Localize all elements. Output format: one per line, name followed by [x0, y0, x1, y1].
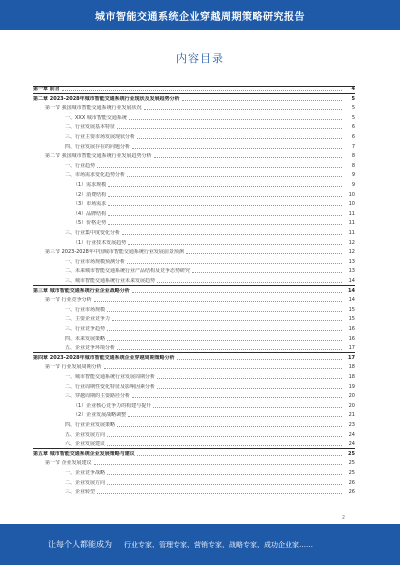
- toc-entry-page: 17: [348, 345, 355, 352]
- toc-leader-dots: [153, 407, 342, 408]
- toc-entry-page: 25: [348, 460, 355, 467]
- toc-leader-dots: [107, 445, 342, 446]
- toc-entry[interactable]: [33, 353, 355, 361]
- toc-entry[interactable]: [33, 257, 355, 265]
- toc-entry-page: 17: [348, 354, 355, 361]
- toc-leader-dots: [157, 282, 342, 283]
- toc-entry-title: （1）行业技术发展趋势: [73, 239, 127, 246]
- toc-entry[interactable]: [33, 286, 355, 294]
- toc-leader-dots: [154, 157, 342, 158]
- footer-bar: [0, 524, 400, 565]
- toc-entry-title: 三、行业竞争趋势: [65, 326, 106, 332]
- toc-entry[interactable]: [33, 305, 355, 313]
- toc-entry-title: （2）消费结构: [73, 191, 107, 198]
- toc-entry-page: 19: [348, 383, 355, 390]
- toc-entry-page: 5: [351, 114, 355, 121]
- toc-leader-dots: [137, 455, 342, 456]
- toc-leader-dots: [117, 349, 342, 350]
- toc-entry[interactable]: [33, 161, 355, 169]
- toc-entry[interactable]: [33, 487, 355, 495]
- toc-entry-title: 第五章 城市智能交通系统企业发展策略与建议: [33, 450, 135, 457]
- toc-entry-page: 9: [351, 182, 355, 188]
- toc-entry-title: 二、未来城市智能交通系统行业产品结构及竞争态势研究: [65, 268, 191, 275]
- toc-entry-title: （2）企业发展战略调整: [73, 412, 127, 419]
- toc-entry-page: 18: [348, 364, 355, 371]
- toc-entry-title: 一、城市智能交通系统行业发展周期分析: [65, 374, 156, 380]
- toc-leader-dots: [62, 90, 342, 91]
- toc-entry-title: （5）价格走势: [73, 220, 107, 227]
- toc-entry-page: 26: [348, 479, 355, 486]
- toc-leader-dots: [108, 205, 342, 206]
- toc-entry-page: 6: [351, 134, 355, 140]
- toc-entry-page: 18: [348, 374, 355, 380]
- toc-entry-title: （1）企业核心竞争力的构建与提升: [73, 402, 152, 409]
- toc-entry-page: 13: [348, 268, 355, 275]
- toc-entry-title: 二、行业周期性变化特征及影响因素分析: [65, 383, 156, 390]
- toc-entry-page: 14: [348, 278, 355, 284]
- toc-entry-title: 第一节 行业发展周期分析: [45, 364, 102, 371]
- toc-entry-title: 三、城市智能交通系统行业未来发展趋势: [65, 278, 156, 284]
- toc-leader-dots: [127, 263, 342, 264]
- toc-entry-title: 一、行业趋势: [65, 162, 96, 169]
- toc-entry-page: 20: [348, 393, 355, 400]
- toc-entry-title: （1）需求规模: [73, 182, 107, 188]
- toc-leader-dots: [94, 464, 342, 465]
- toc-entry-page: 5: [351, 95, 355, 102]
- toc-leader-dots: [128, 416, 342, 417]
- toc-leader-dots: [107, 474, 342, 475]
- toc-entry-title: （4）品牌结构: [73, 210, 107, 217]
- toc-entry[interactable]: [33, 295, 355, 303]
- toc-entry[interactable]: [33, 401, 355, 409]
- toc-leader-dots: [132, 397, 342, 398]
- toc-entry-title: 六、企业发展建议: [65, 441, 106, 448]
- toc-entry-page: 12: [348, 239, 355, 246]
- toc-entry[interactable]: [33, 180, 355, 188]
- toc-entry-page: 16: [348, 326, 355, 332]
- toc-leader-dots: [107, 436, 342, 437]
- toc-entry[interactable]: [33, 170, 355, 178]
- toc-entry[interactable]: [33, 190, 355, 198]
- toc-entry[interactable]: [33, 132, 355, 140]
- report-title: 城市智能交通系统企业穿越周期策略研究报告: [95, 11, 305, 23]
- toc-leader-dots: [107, 311, 342, 312]
- toc-entry-title: 第一章 前言: [33, 86, 60, 92]
- toc-entry-title: 第四章 2023-2028年城市智能交通系统企业穿越周期策略分析: [33, 354, 175, 361]
- toc-leader-dots: [144, 109, 342, 110]
- toc-entry[interactable]: [33, 449, 355, 457]
- toc-entry[interactable]: [33, 84, 355, 92]
- toc-entry[interactable]: [33, 209, 355, 217]
- toc-entry-title: 第三节 2023-2028年中国城市智能交通系统行业发展前景预测: [45, 249, 184, 256]
- toc-entry-title: 五、企业发展方向: [65, 431, 106, 438]
- toc-leader-dots: [112, 320, 342, 321]
- toc-leader-dots: [97, 493, 342, 494]
- toc-entry-page: 13: [348, 258, 355, 265]
- toc-entry[interactable]: [33, 458, 355, 466]
- toc-entry[interactable]: [33, 372, 355, 380]
- toc-leader-dots: [107, 484, 342, 485]
- toc-entry[interactable]: [33, 266, 355, 274]
- toc-entry-page: 10: [348, 191, 355, 198]
- toc-entry-page: 10: [348, 201, 355, 208]
- toc-entry-page: 14: [348, 287, 355, 294]
- toc-leader-dots: [129, 119, 342, 120]
- toc-entry-page: 14: [348, 297, 355, 304]
- toc-entry-title: 第三章 城市智能交通系统行业企业战略分析: [33, 287, 130, 294]
- toc-entry-title: 一、行业市场规模: [65, 306, 106, 313]
- toc-entry-page: 9: [351, 172, 355, 179]
- toc-entry-title: 四、未来发展策略: [65, 335, 106, 342]
- toc-entry[interactable]: [33, 228, 355, 236]
- toc-entry-page: 11: [348, 220, 355, 227]
- toc-entry[interactable]: [33, 430, 355, 438]
- toc-leader-dots: [94, 301, 342, 302]
- toc-entry-title: 二、主要企业竞争力: [65, 316, 111, 323]
- toc-entry[interactable]: [33, 276, 355, 284]
- toc-entry-title: 一、企业竞争战略: [65, 470, 106, 476]
- toc-leader-dots: [108, 215, 342, 216]
- toc-entry-page: 16: [348, 335, 355, 342]
- chapter-divider: [33, 352, 355, 353]
- toc-entry-page: 15: [348, 306, 355, 313]
- toc-entry-page: 7: [351, 143, 355, 150]
- toc-leader-dots: [107, 340, 342, 341]
- toc-entry[interactable]: [33, 478, 355, 486]
- toc-leader-dots: [137, 138, 342, 139]
- toc-entry-page: 15: [348, 316, 355, 323]
- toc-entry-page: 5: [351, 105, 355, 112]
- toc-entry[interactable]: [33, 218, 355, 226]
- toc-entry-page: 24: [348, 441, 355, 448]
- toc-entry-title: 二、企业发展方向: [65, 479, 106, 486]
- toc-entry[interactable]: [33, 103, 355, 111]
- toc-leader-dots: [108, 224, 342, 225]
- toc-entry-page: 11: [348, 210, 355, 217]
- toc-entry[interactable]: [33, 439, 355, 447]
- toc-entry-title: 第一节 企业发展建议: [45, 460, 92, 467]
- toc-entry-page: 23: [348, 422, 355, 428]
- toc-leader-dots: [157, 388, 342, 389]
- toc-entry-title: 二、行业发展基本特征: [65, 124, 116, 131]
- toc-entry[interactable]: [33, 334, 355, 342]
- toc-entry[interactable]: [33, 238, 355, 246]
- toc-entry-page: 6: [351, 124, 355, 131]
- toc-entry-page: 24: [348, 431, 355, 438]
- toc-entry-page: 26: [348, 489, 355, 496]
- toc-entry-title: 五、企业竞争环境分析: [65, 345, 116, 352]
- toc-entry[interactable]: [33, 343, 355, 351]
- toc-entry-title: 四、行业企业发展策略: [65, 422, 116, 428]
- toc-entry-page: 25: [348, 450, 355, 457]
- chapter-divider: [33, 93, 355, 94]
- toc-leader-dots: [122, 234, 342, 235]
- toc-leader-dots: [132, 148, 342, 149]
- toc-entry[interactable]: [33, 199, 355, 207]
- toc-leader-dots: [104, 368, 342, 369]
- page-number: 2: [341, 515, 345, 521]
- toc-entry-title: 第一节 行业竞争分析: [45, 297, 92, 304]
- toc-entry[interactable]: [33, 94, 355, 102]
- toc-leader-dots: [157, 378, 342, 379]
- toc-leader-dots: [182, 100, 342, 101]
- toc-entry[interactable]: [33, 468, 355, 476]
- toc-entry[interactable]: [33, 122, 355, 130]
- toc-entry-page: 4: [351, 86, 355, 92]
- toc-entry[interactable]: [33, 142, 355, 150]
- toc-leader-dots: [117, 128, 342, 129]
- toc-entry-title: 第二章 2023-2028年城市智能交通系统行业现状及发展趋势分析: [33, 95, 180, 102]
- toc-leader-dots: [128, 244, 342, 245]
- toc-entry-page: 25: [348, 470, 355, 476]
- toc-entry[interactable]: [33, 420, 355, 428]
- toc-leader-dots: [108, 196, 342, 197]
- toc-entry[interactable]: [33, 382, 355, 390]
- toc-heading: 内容目录: [176, 52, 224, 65]
- toc-leader-dots: [177, 359, 342, 360]
- toc-entry[interactable]: [33, 314, 355, 322]
- toc-entry-title: （3）市场需求: [73, 201, 107, 208]
- toc-entry[interactable]: [33, 362, 355, 370]
- toc-leader-dots: [107, 330, 342, 331]
- toc-entry[interactable]: [33, 391, 355, 399]
- toc-leader-dots: [132, 292, 342, 293]
- toc-entry-title: 三、企业转型: [65, 489, 96, 496]
- footer-slogan: 让每个人都能成为: [48, 540, 112, 549]
- toc-entry-page: 11: [348, 230, 355, 236]
- toc-entry-title: 第二节 我国城市智能交通系统行业发展趋势分析: [45, 153, 152, 160]
- toc-leader-dots: [127, 176, 342, 177]
- toc-entry-page: 8: [351, 162, 355, 169]
- toc-leader-dots: [192, 272, 342, 273]
- toc-entry[interactable]: [33, 324, 355, 332]
- toc-entry[interactable]: [33, 113, 355, 121]
- toc-entry[interactable]: [33, 247, 355, 255]
- report-header-bar: [0, 0, 400, 30]
- toc-entry-title: 三、行业主要市场发展现状分析: [65, 134, 136, 140]
- toc-entry-title: 第一节 我国城市智能交通系统行业发展状况: [45, 105, 142, 112]
- toc-entry-page: 21: [348, 412, 355, 419]
- toc-entry[interactable]: [33, 410, 355, 418]
- toc-entry-page: 8: [351, 153, 355, 160]
- table-of-contents: [33, 84, 355, 504]
- toc-entry-page: 20: [348, 402, 355, 409]
- chapter-divider: [33, 285, 355, 286]
- toc-leader-dots: [117, 426, 342, 427]
- footer-tagline: 行业专家、管理专家、营销专家、战略专家、成功企业家……: [124, 540, 313, 549]
- toc-entry-title: 一、行业市场规模预测分析: [65, 258, 126, 265]
- toc-entry-title: 三、穿越周期的主要路径分析: [65, 393, 131, 400]
- toc-entry-title: 一、XXX 城市智能交通系统: [65, 114, 127, 121]
- toc-entry-title: 四、行业发展存在的问题分析: [65, 143, 131, 150]
- toc-entry-title: 三、行业集中度变化分析: [65, 230, 121, 236]
- toc-leader-dots: [186, 253, 342, 254]
- chapter-divider: [33, 448, 355, 449]
- toc-leader-dots: [97, 167, 342, 168]
- toc-entry-title: 二、市场需求变化趋势分析: [65, 172, 126, 179]
- toc-leader-dots: [108, 186, 342, 187]
- toc-entry[interactable]: [33, 151, 355, 159]
- toc-entry-page: 12: [348, 249, 355, 256]
